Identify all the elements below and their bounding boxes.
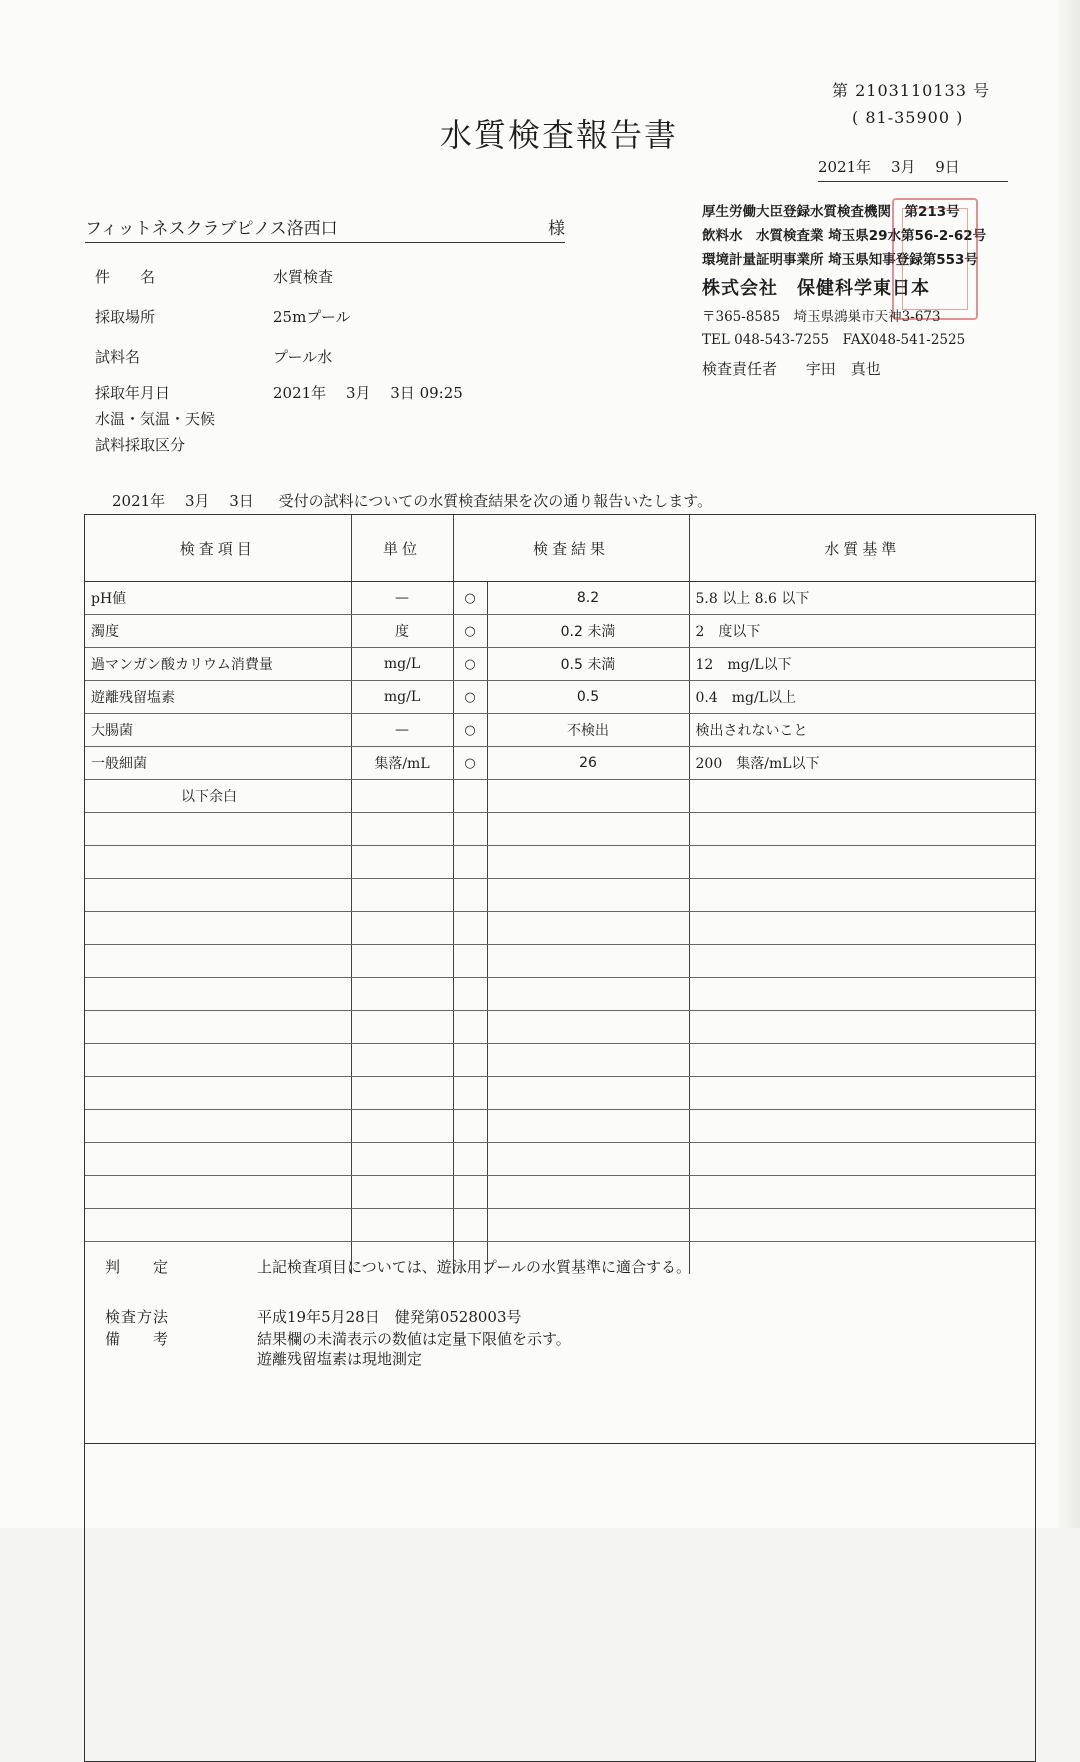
info-label: 採取場所 [95, 308, 156, 326]
empty-cell [689, 1143, 1035, 1176]
empty-row [85, 912, 1035, 945]
empty-cell [453, 1209, 487, 1242]
results-table [84, 514, 1036, 1762]
empty-cell [85, 1077, 351, 1110]
empty-row [85, 1077, 1035, 1110]
item-unit: 集落/mL [351, 747, 453, 780]
lab-company: 株式会社 保健科学東日本 [702, 278, 930, 299]
scan-edge [1058, 0, 1080, 1528]
empty-cell [453, 879, 487, 912]
empty-cell [351, 945, 453, 978]
table-row [85, 681, 1035, 714]
info-row [95, 266, 695, 290]
empty-row [85, 1176, 1035, 1209]
info-row [95, 408, 695, 432]
remarks-row [105, 1328, 571, 1349]
empty-cell [689, 1176, 1035, 1209]
empty-cell [689, 1077, 1035, 1110]
empty-cell [85, 879, 351, 912]
empty-row [85, 813, 1035, 846]
empty-cell [487, 1044, 689, 1077]
judgement-section [84, 1248, 1036, 1444]
item-unit: — [351, 714, 453, 747]
empty-cell [351, 978, 453, 1011]
info-label: 採取年月日 [95, 384, 171, 402]
empty-cell [85, 945, 351, 978]
item-unit: mg/L [351, 681, 453, 714]
method-label: 検査方法 [105, 1308, 170, 1326]
empty-cell [351, 1176, 453, 1209]
empty-row [85, 945, 1035, 978]
seal-stamp [892, 198, 978, 320]
empty-cell [351, 780, 453, 813]
empty-row [85, 879, 1035, 912]
empty-cell [689, 1044, 1035, 1077]
empty-cell [85, 1011, 351, 1044]
empty-cell [453, 1077, 487, 1110]
manager-name: 宇田 真也 [805, 360, 881, 378]
client-suffix: 様 [548, 219, 565, 239]
empty-cell [487, 1110, 689, 1143]
empty-cell [689, 912, 1035, 945]
empty-cell [487, 978, 689, 1011]
empty-cell [85, 1176, 351, 1209]
empty-cell [351, 1110, 453, 1143]
empty-cell [85, 1044, 351, 1077]
inspection-manager [702, 358, 881, 379]
empty-cell [453, 1044, 487, 1077]
item-standard: 検出されないこと [689, 714, 1035, 747]
header-unit: 単位 [351, 515, 453, 582]
lab-address: 〒365-8585 埼玉県鴻巣市天神3-673 [702, 309, 941, 325]
item-result: 0.5 [487, 681, 689, 714]
empty-cell [487, 813, 689, 846]
remarks-row-2 [105, 1348, 422, 1369]
empty-cell [487, 945, 689, 978]
empty-cell [689, 813, 1035, 846]
empty-cell [487, 1077, 689, 1110]
header-standard: 水質基準 [689, 515, 1035, 582]
client-name-text: フィットネスクラブピノス洛西口 [85, 219, 338, 239]
table-row [85, 747, 1035, 780]
info-row [95, 382, 695, 406]
empty-cell [689, 846, 1035, 879]
empty-cell [351, 846, 453, 879]
empty-cell [85, 1110, 351, 1143]
empty-cell [487, 1011, 689, 1044]
item-result: 0.2 未満 [487, 615, 689, 648]
empty-cell [351, 1011, 453, 1044]
info-value: 2021年 3月 3日 09:25 [273, 384, 463, 402]
item-name: 大腸菌 [85, 714, 351, 747]
empty-cell [453, 780, 487, 813]
item-unit: 度 [351, 615, 453, 648]
pass-mark: ○ [453, 714, 487, 747]
empty-cell [487, 1209, 689, 1242]
pass-mark: ○ [453, 648, 487, 681]
empty-cell [351, 1209, 453, 1242]
empty-row [85, 1209, 1035, 1242]
empty-cell [453, 978, 487, 1011]
empty-cell [487, 1143, 689, 1176]
table-header-row [85, 515, 1035, 582]
remarks-text-2: 遊離残留塩素は現地測定 [257, 1350, 423, 1368]
intro-text [112, 490, 732, 511]
item-standard: 12 mg/L以下 [689, 648, 1035, 681]
lab-phone: TEL 048-543-7255 FAX048-541-2525 [702, 332, 966, 348]
empty-cell [487, 846, 689, 879]
item-standard: 0.4 mg/L以上 [689, 681, 1035, 714]
header-result: 検査結果 [453, 515, 689, 582]
empty-cell [453, 912, 487, 945]
empty-row [85, 1044, 1035, 1077]
empty-row [85, 1143, 1035, 1176]
item-result: 0.5 未満 [487, 648, 689, 681]
item-unit: — [351, 582, 453, 615]
pass-mark: ○ [453, 747, 487, 780]
table-row [85, 648, 1035, 681]
table-row [85, 582, 1035, 615]
empty-cell [487, 879, 689, 912]
empty-cell [689, 1110, 1035, 1143]
judgement-text: 上記検査項目については、遊泳用プールの水質基準に適合する。 [257, 1258, 691, 1276]
info-row [95, 346, 695, 370]
empty-cell [689, 879, 1035, 912]
empty-cell [453, 846, 487, 879]
empty-cell [689, 1209, 1035, 1242]
empty-cell [453, 1011, 487, 1044]
header-item: 検査項目 [85, 515, 351, 582]
empty-cell [351, 1143, 453, 1176]
empty-cell [85, 846, 351, 879]
empty-cell [453, 813, 487, 846]
table-row [85, 780, 1035, 813]
pass-mark: ○ [453, 615, 487, 648]
item-name: 過マンガン酸カリウム消費量 [85, 648, 351, 681]
info-label: 試料名 [95, 348, 141, 366]
item-result: 8.2 [487, 582, 689, 615]
intro-sentence: 受付の試料についての水質検査結果を次の通り報告いたします。 [278, 492, 713, 510]
empty-cell [453, 945, 487, 978]
item-name: 濁度 [85, 615, 351, 648]
info-value: プール水 [273, 348, 333, 366]
lab-water-license: 飲料水 水質検査業 埼玉県29水第56-2-62号 [702, 228, 987, 244]
empty-row [85, 846, 1035, 879]
empty-cell [85, 813, 351, 846]
receipt-date: 2021年 3月 3日 [112, 492, 254, 510]
lab-registration: 厚生労働大臣登録水質検査機関 第213号 [702, 204, 960, 220]
remainder-note: 以下余白 [85, 780, 351, 813]
item-name: pH値 [85, 582, 351, 615]
info-label: 試料採取区分 [95, 436, 186, 454]
empty-cell [351, 1044, 453, 1077]
judgement-row [105, 1256, 691, 1277]
method-text: 平成19年5月28日 健発第0528003号 [257, 1308, 522, 1326]
empty-cell [351, 879, 453, 912]
empty-cell [689, 1011, 1035, 1044]
empty-cell [689, 945, 1035, 978]
item-result: 不検出 [487, 714, 689, 747]
info-value: 25mプール [273, 308, 351, 326]
empty-cell [453, 1110, 487, 1143]
item-name: 一般細菌 [85, 747, 351, 780]
empty-cell [453, 1143, 487, 1176]
empty-cell [351, 1077, 453, 1110]
empty-cell [487, 780, 689, 813]
table-row [85, 615, 1035, 648]
item-result: 26 [487, 747, 689, 780]
empty-cell [487, 1176, 689, 1209]
empty-cell [487, 912, 689, 945]
report-number: 第 2103110133 号 [832, 81, 990, 100]
empty-cell [689, 978, 1035, 1011]
empty-cell [351, 813, 453, 846]
empty-row [85, 1110, 1035, 1143]
remarks-text: 結果欄の未満表示の数値は定量下限値を示す。 [257, 1330, 571, 1348]
empty-cell [85, 912, 351, 945]
client-name [85, 214, 565, 243]
empty-cell [85, 978, 351, 1011]
pass-mark: ○ [453, 582, 487, 615]
empty-cell [689, 780, 1035, 813]
lab-measurement-license: 環境計量証明事業所 埼玉県知事登録第553号 [702, 252, 978, 268]
item-standard: 5.8 以上 8.6 以下 [689, 582, 1035, 615]
info-row [95, 434, 695, 458]
item-standard: 2 度以下 [689, 615, 1035, 648]
empty-cell [351, 912, 453, 945]
info-label: 水温・気温・天候 [95, 410, 216, 428]
page-title: 水質検査報告書 [440, 116, 679, 154]
table-row [85, 714, 1035, 747]
item-unit: mg/L [351, 648, 453, 681]
remarks-label: 備 考 [105, 1330, 170, 1348]
empty-row [85, 978, 1035, 1011]
empty-cell [453, 1176, 487, 1209]
judgement-label: 判 定 [105, 1258, 170, 1276]
info-row [95, 306, 695, 330]
empty-cell [85, 1209, 351, 1242]
pass-mark: ○ [453, 681, 487, 714]
manager-label: 検査責任者 [702, 360, 778, 378]
item-name: 遊離残留塩素 [85, 681, 351, 714]
empty-row [85, 1011, 1035, 1044]
lab-number: ( 81-35900 ) [852, 108, 964, 127]
item-standard: 200 集落/mL以下 [689, 747, 1035, 780]
empty-cell [85, 1143, 351, 1176]
info-label: 件 名 [95, 268, 156, 286]
info-value: 水質検査 [273, 268, 334, 286]
method-row [105, 1306, 522, 1327]
issue-date: 2021年 3月 9日 [818, 156, 1008, 182]
